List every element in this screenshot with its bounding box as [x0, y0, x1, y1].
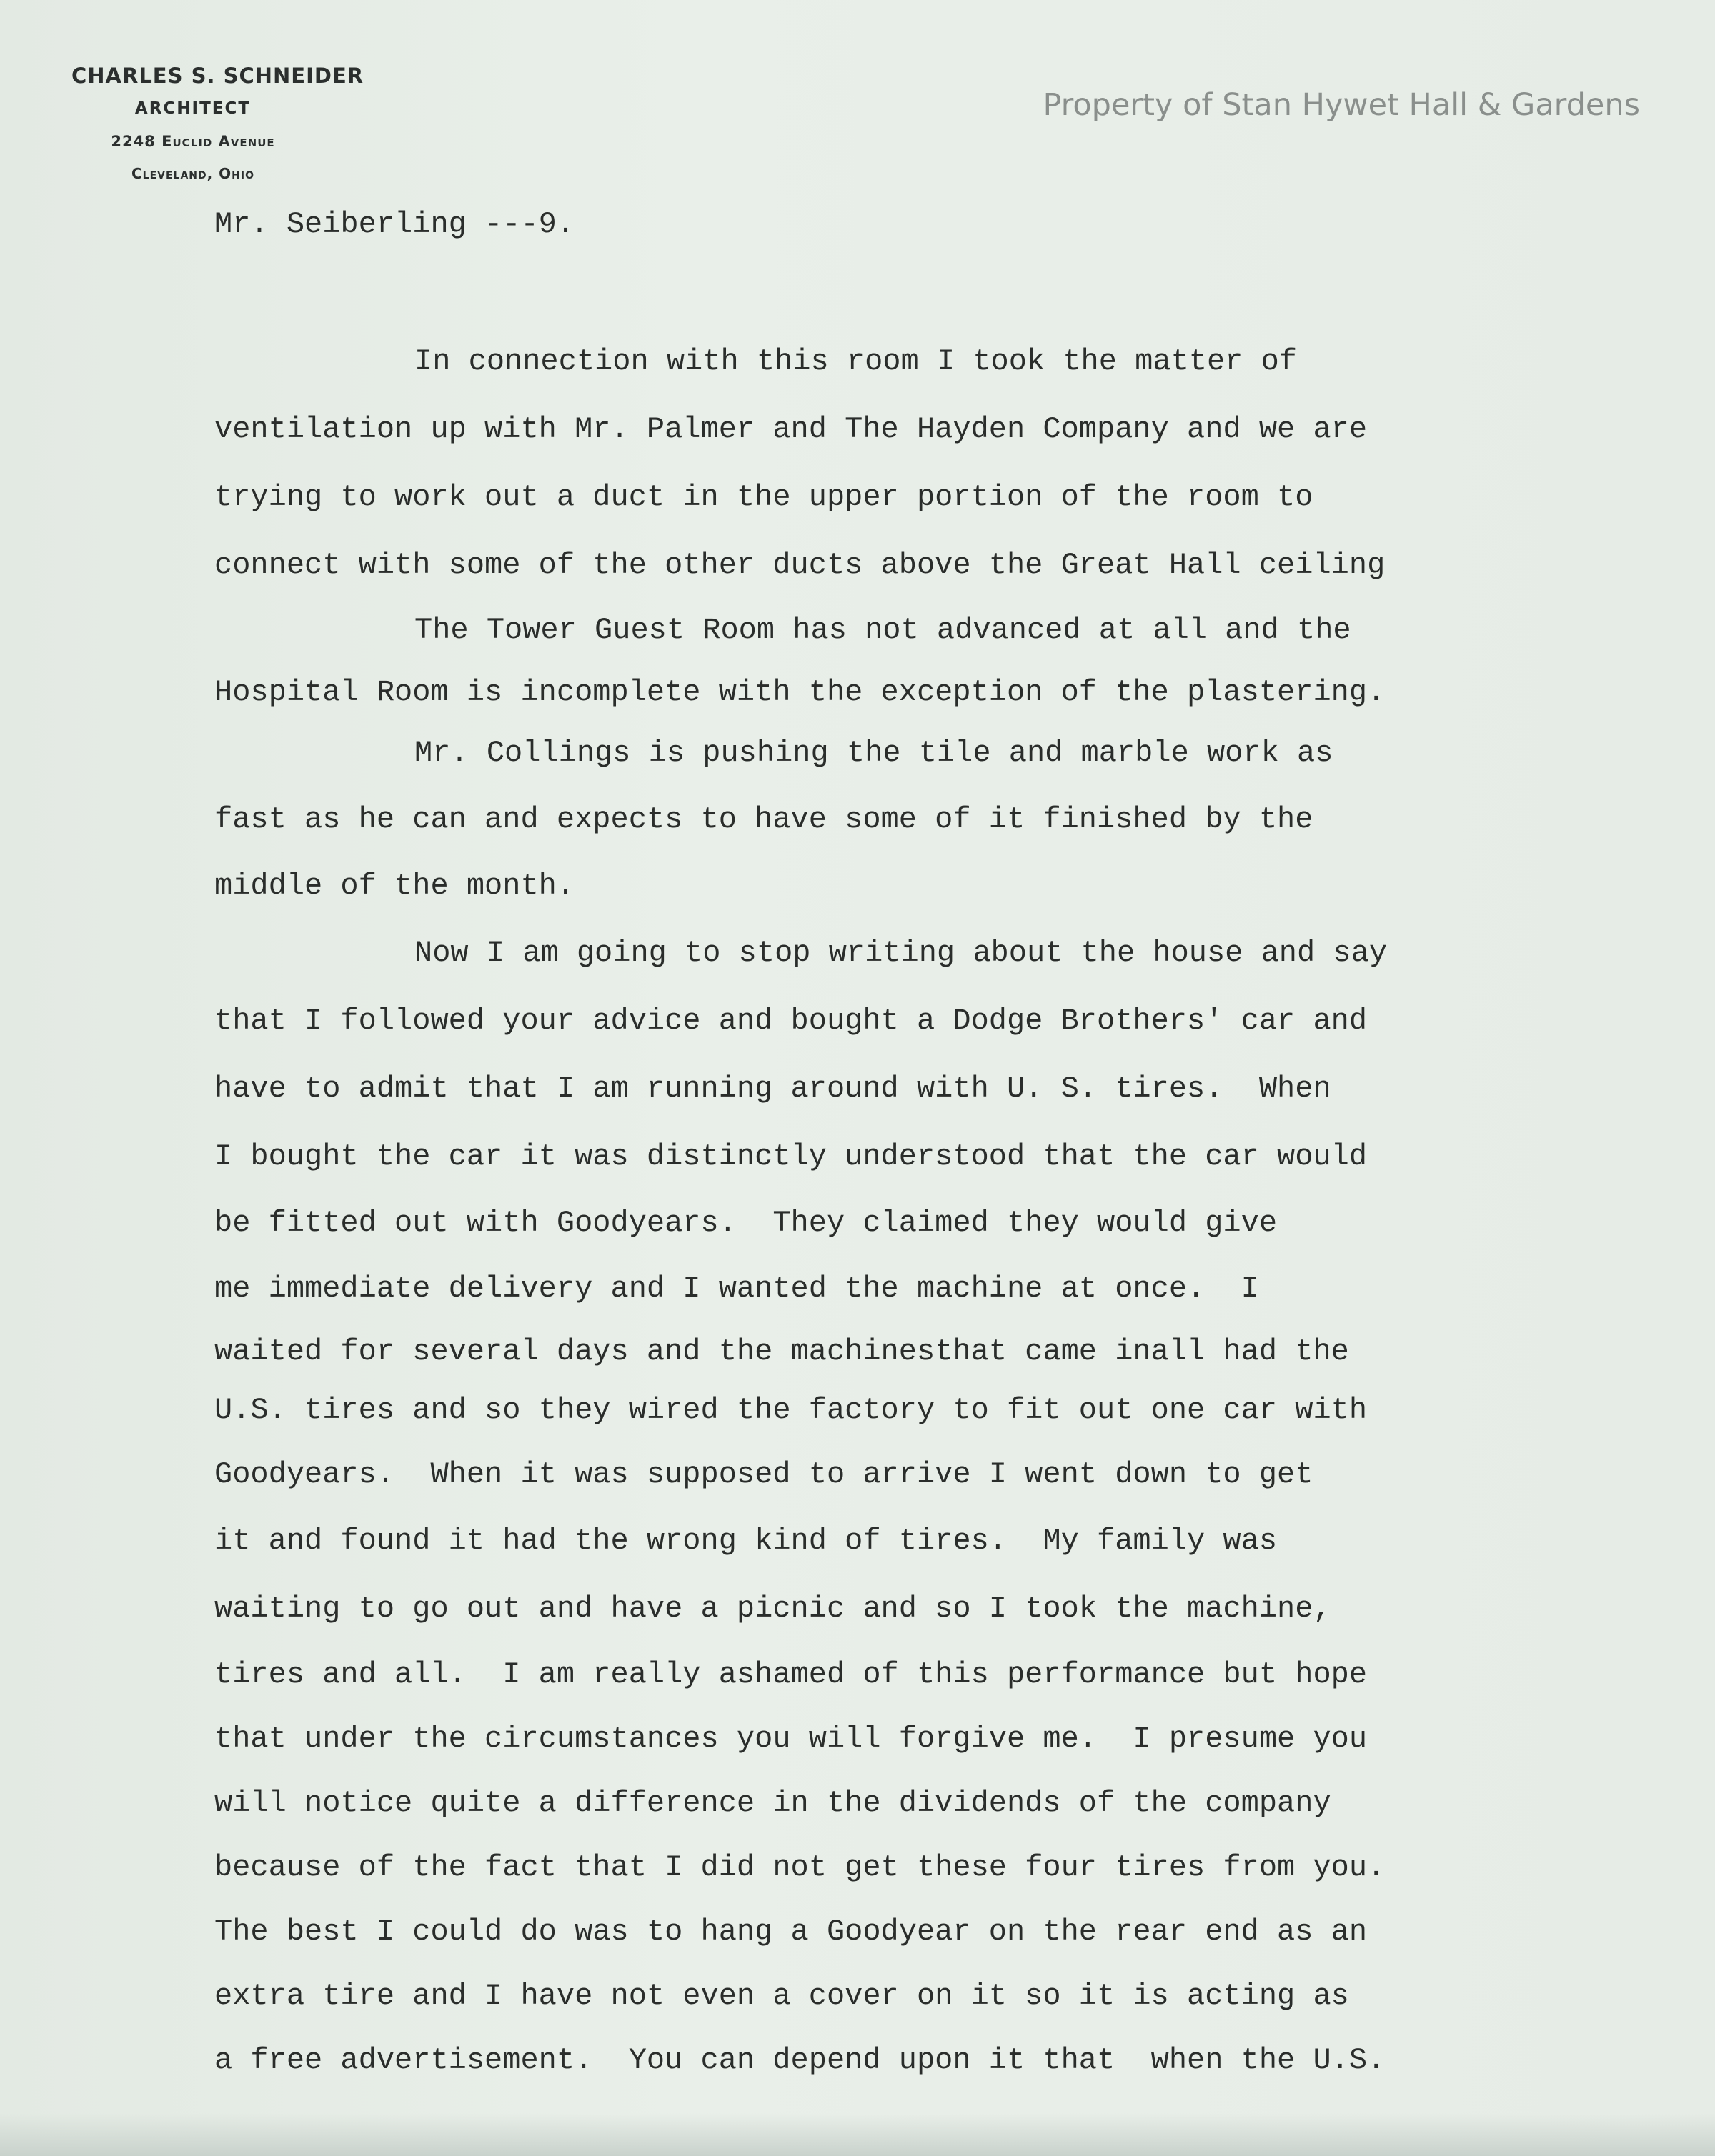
text-line: be fitted out with Goodyears. They claimed they would give	[214, 1206, 1278, 1240]
page-heading: Mr. Seiberling ---9.	[214, 207, 575, 241]
text-line: extra tire and I have not even a cover on it so it is acting as	[214, 1979, 1349, 2013]
text-line: me immediate delivery and I wanted the machine at once. I	[214, 1272, 1259, 1306]
text-line: have to admit that I am running around with U. S. tires. When	[214, 1072, 1331, 1106]
ownership-watermark: Property of Stan Hywet Hall & Gardens	[1043, 87, 1640, 123]
text-line: that I followed your advice and bought a Dodge Brothers' car and	[214, 1004, 1368, 1038]
letterhead-city: Cleveland, Ohio	[131, 165, 255, 182]
text-line: U.S. tires and so they wired the factory to fit out one car with	[214, 1393, 1368, 1427]
letterhead-title: ARCHITECT	[134, 99, 252, 118]
text-line: The Tower Guest Room has not advanced at all and the	[414, 613, 1351, 647]
text-line: waiting to go out and have a picnic and so I took the machine,	[214, 1592, 1331, 1626]
letterhead-street: 2248 Euclid Avenue	[111, 133, 275, 150]
text-line: it and found it had the wrong kind of tires. My family was	[214, 1524, 1278, 1558]
text-line: because of the fact that I did not get these four tires from you.	[214, 1850, 1386, 1885]
text-line: I bought the car it was distinctly understood that the car would	[214, 1139, 1368, 1174]
text-line: fast as he can and expects to have some of it finished by the	[214, 802, 1313, 837]
text-line: The best I could do was to hang a Goodyear on the rear end as an	[214, 1915, 1368, 1949]
text-line: that under the circumstances you will forgive me. I presume you	[214, 1722, 1368, 1756]
text-line: Hospital Room is incomplete with the exception of the plastering.	[214, 675, 1386, 709]
text-line: ventilation up with Mr. Palmer and The Hayden Company and we are	[214, 412, 1368, 446]
text-line: Mr. Collings is pushing the tile and marble work as	[414, 736, 1333, 770]
text-line: Now I am going to stop writing about the house and say	[414, 936, 1388, 970]
text-line: a free advertisement. You can depend upon it that when the U.S.	[214, 2043, 1386, 2077]
text-line: middle of the month.	[214, 869, 575, 903]
letterhead-name: CHARLES S. SCHNEIDER	[71, 64, 364, 88]
text-line: will notice quite a difference in the dividends of the company	[214, 1786, 1331, 1820]
text-line: waited for several days and the machinesthat came inall had the	[214, 1334, 1349, 1369]
text-line: In connection with this room I took the matter of	[414, 344, 1298, 379]
letterhead	[71, 66, 400, 181]
text-line: tires and all. I am really ashamed of this performance but hope	[214, 1657, 1368, 1692]
text-line: connect with some of the other ducts above the Great Hall ceiling	[214, 548, 1386, 582]
text-line: Goodyears. When it was supposed to arrive I went down to get	[214, 1457, 1313, 1492]
text-line: trying to work out a duct in the upper portion of the room to	[214, 480, 1313, 514]
